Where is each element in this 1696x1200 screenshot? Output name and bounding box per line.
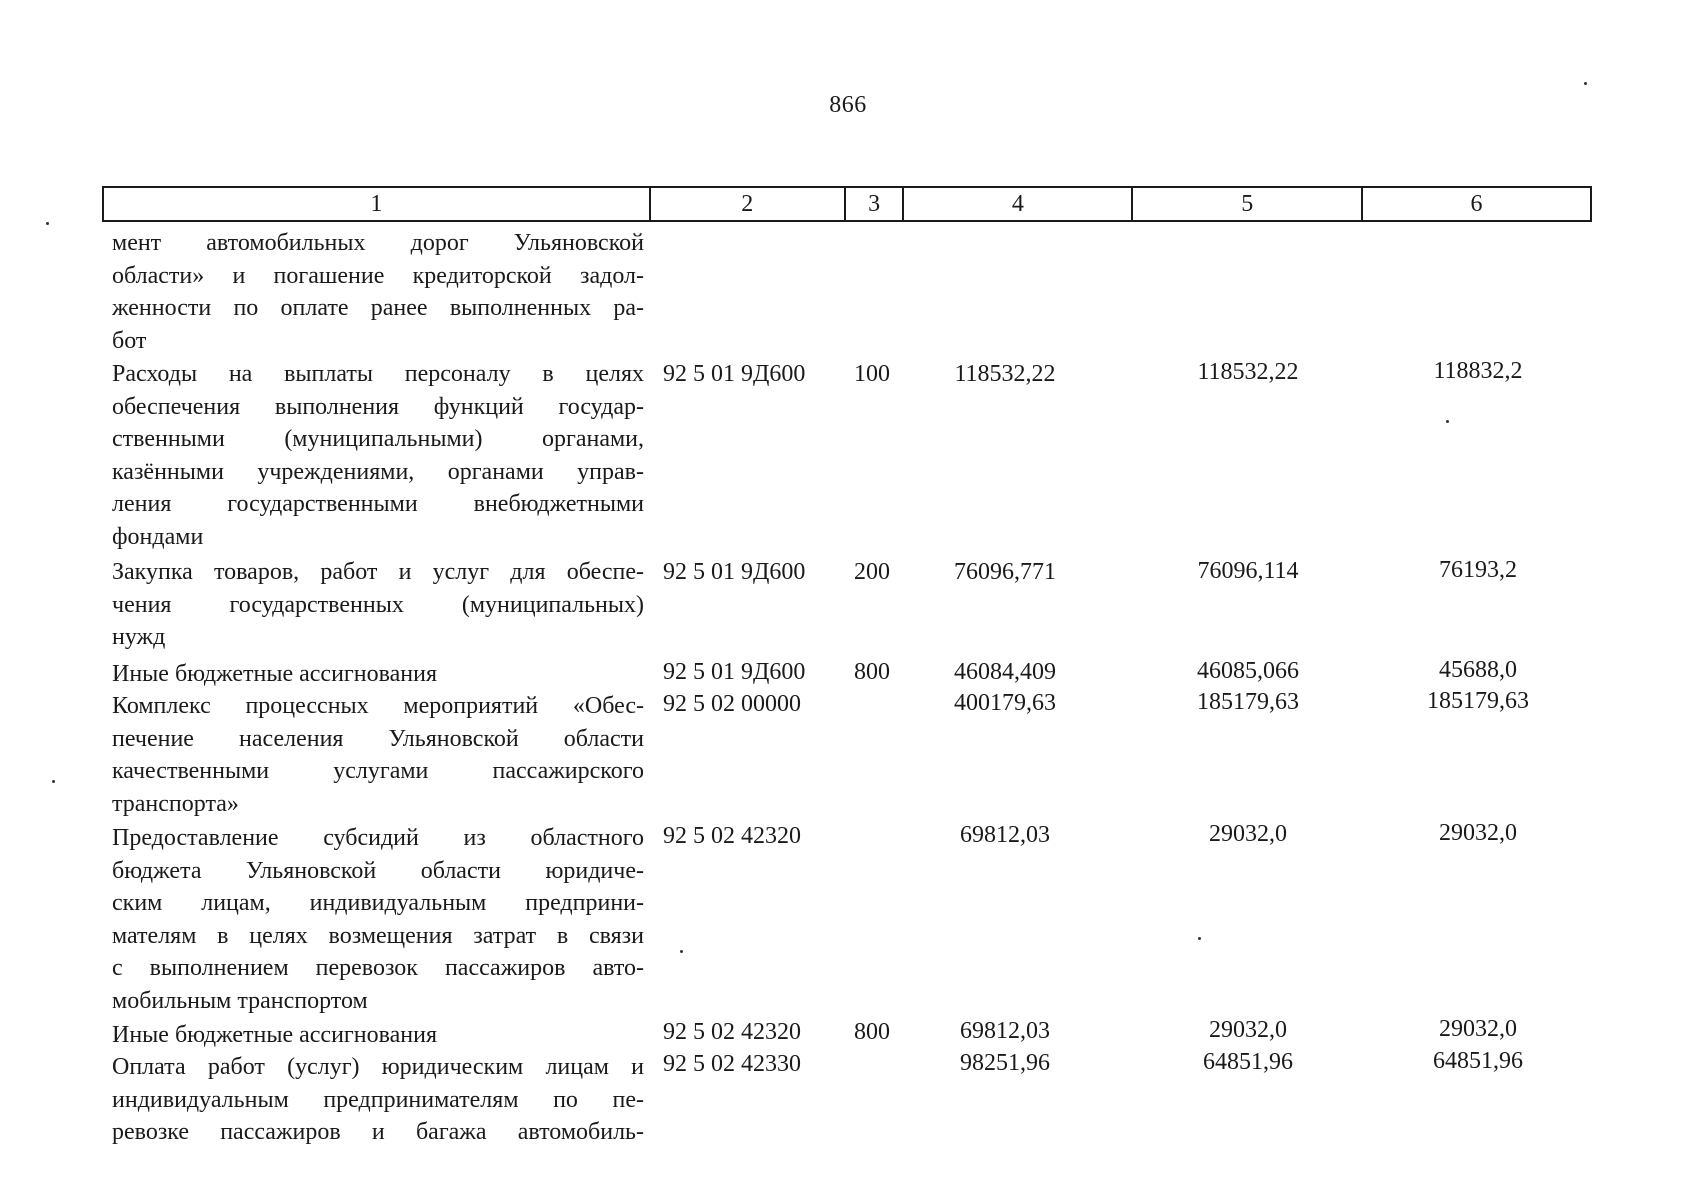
row-description <box>112 358 644 553</box>
description-line: ственными (муниципальными) органами, <box>112 426 644 452</box>
row-description <box>112 1019 644 1052</box>
description-line: женности по оплате ранее выполненных ра- <box>112 295 644 321</box>
description-line: ления государственными внебюджетными <box>112 491 644 517</box>
row-description <box>112 822 644 1017</box>
description-line: области» и погашение кредиторской задол- <box>112 262 644 289</box>
row-value-6: 64851,96 <box>1433 1048 1523 1074</box>
scan-speck <box>46 222 49 225</box>
row-value-6: 29032,0 <box>1439 1016 1517 1042</box>
scan-speck <box>1584 82 1587 85</box>
description-line: мобильным транспортом <box>112 987 368 1014</box>
row-description <box>112 1051 644 1149</box>
description-line: Иные бюджетные ассигнования <box>112 661 437 687</box>
row-code: 92 5 01 9Д600 <box>663 361 806 387</box>
description-line: обеспечения выполнения функций государ- <box>112 393 644 420</box>
row-type: 800 <box>854 1019 890 1045</box>
row-value-5: 118532,22 <box>1197 359 1299 385</box>
row-value-5: 185179,63 <box>1197 689 1299 715</box>
description-line: качественными услугами пассажирского <box>112 758 644 784</box>
row-code: 92 5 02 00000 <box>663 691 801 717</box>
description-line: печение населения Ульяновской области <box>112 725 644 752</box>
row-description <box>112 690 644 820</box>
row-value-5: 29032,0 <box>1209 1017 1287 1043</box>
row-value-4: 400179,63 <box>954 690 1056 716</box>
description-line: казёнными учреждениями, органами управ- <box>112 458 644 485</box>
row-value-6: 76193,2 <box>1439 557 1517 583</box>
column-header-6: 6 <box>1362 187 1591 221</box>
row-code: 92 5 02 42320 <box>663 823 801 849</box>
description-line: с выполнением перевозок пассажиров авто- <box>112 955 644 981</box>
description-line: фондами <box>112 523 204 550</box>
scan-speck <box>680 950 683 953</box>
description-line: мателям в целях возмещения затрат в связи <box>112 922 644 949</box>
description-line: бюджета Ульяновской области юридиче- <box>112 857 644 884</box>
row-value-4: 98251,96 <box>960 1050 1050 1076</box>
row-value-4: 69812,03 <box>960 1018 1050 1044</box>
description-line: ревозке пассажиров и багажа автомобиль- <box>112 1119 644 1145</box>
row-value-5: 46085,066 <box>1197 658 1299 684</box>
row-value-4: 69812,03 <box>960 822 1050 848</box>
description-line: Предоставление субсидий из областного <box>112 825 644 851</box>
description-line: мент автомобильных дорог Ульяновской <box>112 230 644 256</box>
row-code: 92 5 02 42330 <box>663 1051 801 1077</box>
row-type: 200 <box>854 559 890 585</box>
row-value-6: 118832,2 <box>1433 358 1523 384</box>
row-type: 100 <box>854 361 890 387</box>
row-value-6: 29032,0 <box>1439 820 1517 846</box>
scan-speck <box>52 780 55 783</box>
scan-speck <box>1446 420 1449 423</box>
description-line: бот <box>112 327 147 354</box>
description-line: транспорта» <box>112 790 239 817</box>
row-value-5: 76096,114 <box>1197 558 1299 584</box>
column-header-3: 3 <box>845 187 904 221</box>
description-line: ским лицам, индивидуальным предприни- <box>112 890 644 916</box>
row-value-5: 64851,96 <box>1203 1049 1293 1075</box>
description-line: Закупка товаров, работ и услуг для обеспе- <box>112 559 644 585</box>
row-description <box>112 658 644 691</box>
row-value-4: 46084,409 <box>954 659 1056 685</box>
description-line: Комплекс процессных мероприятий «Обес- <box>112 693 644 719</box>
row-value-5: 29032,0 <box>1209 821 1287 847</box>
description-line: чения государственных (муниципальных) <box>112 591 644 618</box>
column-header-5: 5 <box>1132 187 1362 221</box>
column-header-1: 1 <box>103 187 650 221</box>
row-description <box>112 556 644 654</box>
row-description <box>112 227 644 357</box>
row-value-6: 45688,0 <box>1439 657 1517 683</box>
column-header-2: 2 <box>650 187 845 221</box>
column-header-4: 4 <box>903 187 1132 221</box>
row-value-6: 185179,63 <box>1427 688 1529 714</box>
row-code: 92 5 01 9Д600 <box>663 659 806 685</box>
row-value-4: 76096,771 <box>954 559 1056 585</box>
description-line: индивидуальным предпринимателям по пе- <box>112 1086 644 1113</box>
description-line: нужд <box>112 624 166 650</box>
description-line: Иные бюджетные ассигнования <box>112 1022 437 1048</box>
page-number: 866 <box>829 92 867 118</box>
description-line: Расходы на выплаты персоналу в целях <box>112 361 644 387</box>
scan-speck <box>1198 937 1201 940</box>
description-line: Оплата работ (услуг) юридическим лицам и <box>112 1054 644 1080</box>
row-type: 800 <box>854 659 890 685</box>
row-code: 92 5 02 42320 <box>663 1019 801 1045</box>
row-code: 92 5 01 9Д600 <box>663 559 806 585</box>
row-value-4: 118532,22 <box>954 361 1056 387</box>
